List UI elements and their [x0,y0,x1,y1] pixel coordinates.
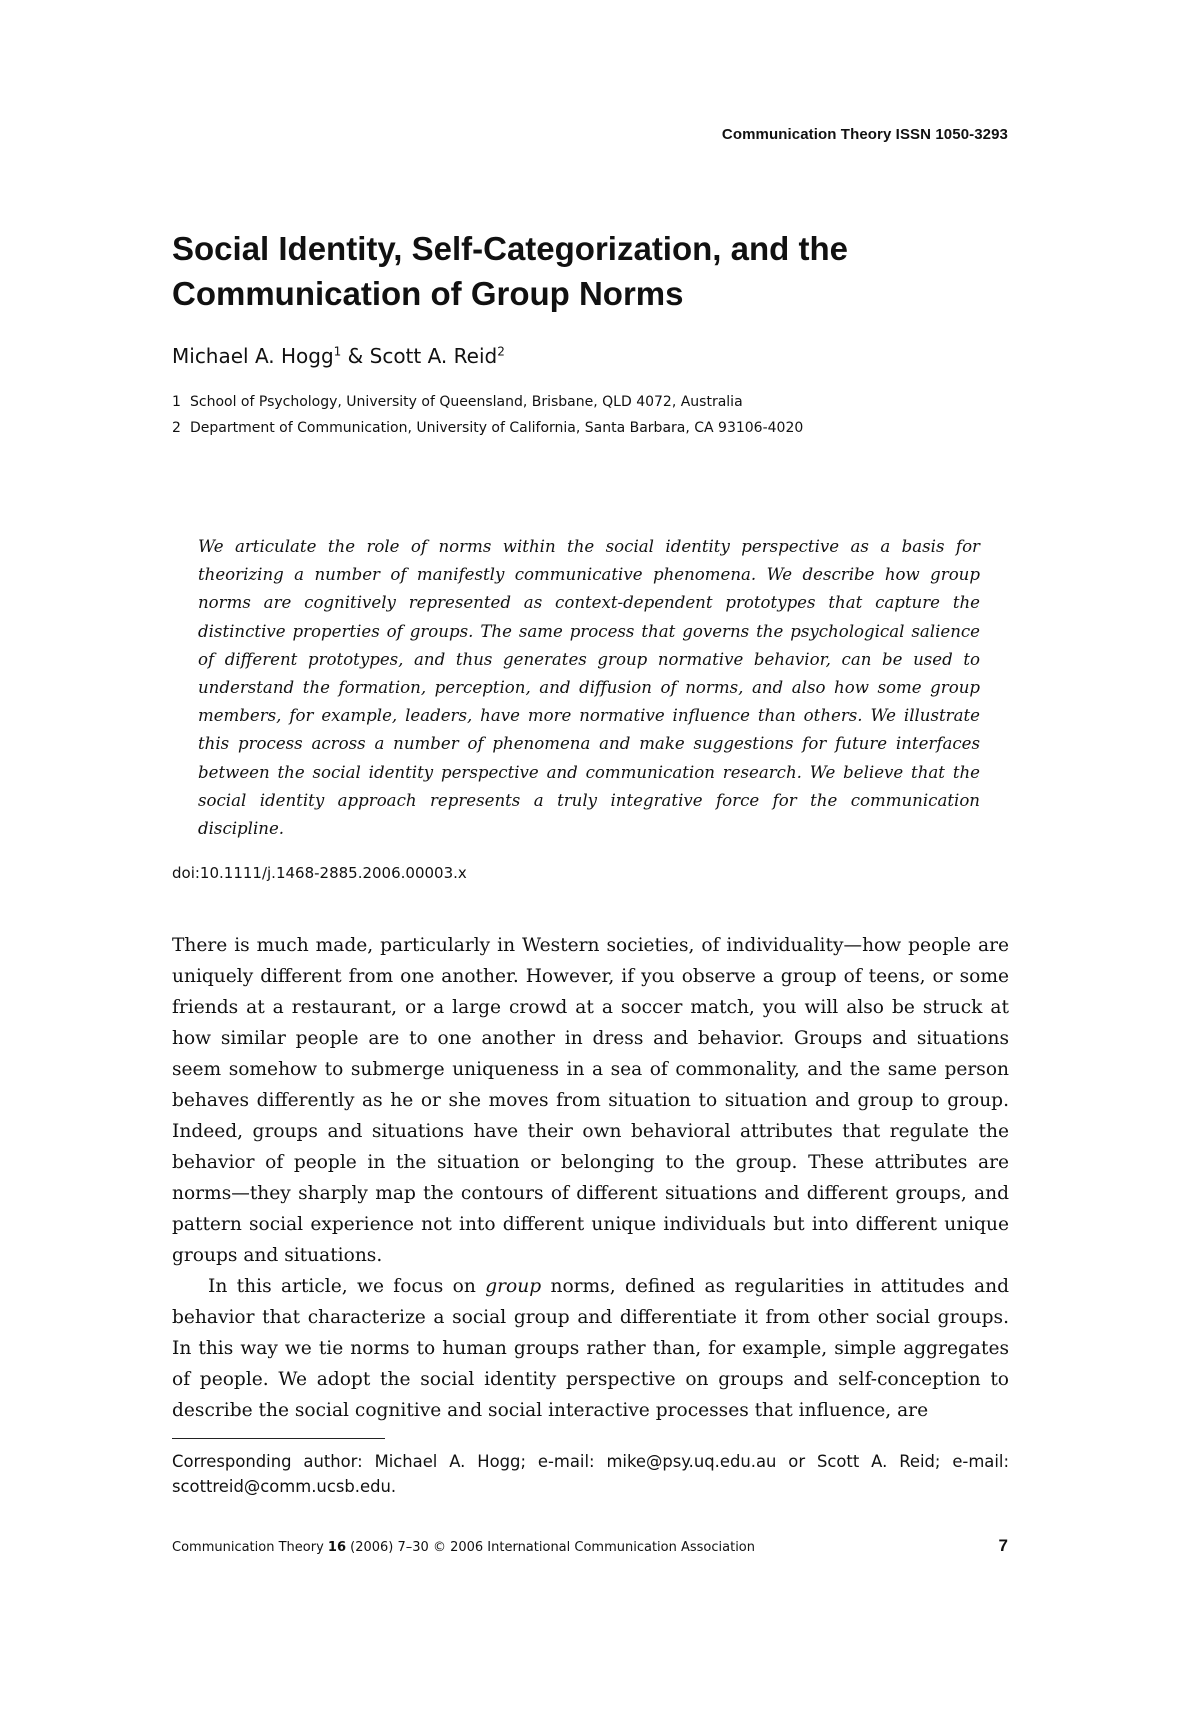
author-separator: & [341,344,370,368]
affiliation-list [172,389,803,441]
footer-journal: Communication Theory [172,1540,328,1555]
body-paragraph [172,1271,1009,1426]
author-affiliation-mark: 1 [333,344,342,359]
author-line [172,344,505,368]
affiliation-item [172,389,803,415]
affiliation-number: 2 [172,420,181,436]
author-name: Michael A. Hogg [172,344,334,368]
affiliation-text: Department of Communication, University of California, Santa Barbara, CA 93106-4020 [190,420,804,436]
footer-volume: 16 [327,1540,346,1555]
body-paragraph: There is much made, particularly in Western societies, of individuality—how people are uniquely different from one another. However, if you observe a group of teens, or some friends at a restaurant, or a large crowd at a soccer match, you will also be struck at how similar people are to one another in dress and behavior. Groups and situations seem somehow to submerge uniqueness in a sea of commonality, and the same person behaves differently as he or she moves from situation to situation and group to group. Indeed, groups and situations have their own behavioral attributes that regulate the behavior of people in the situation or belonging to the group. These attributes are norms—they sharply map the contours of different situations and different groups, and pattern social experience not into different unique individuals but into different unique groups and situations. [172,935,1009,1266]
footer-citation-rest: (2006) 7–30 © 2006 International Communication Association [346,1540,756,1555]
article-title: Social Identity, Self-Categorization, and the Communication of Group Norms [172,230,848,312]
author-name: Scott A. Reid [369,344,498,368]
doi: doi:10.1111/j.1468-2885.2006.00003.x [172,864,467,882]
page-number: 7 [998,1536,1008,1555]
body-paragraph-text: In this article, we focus on [208,1276,486,1297]
affiliation-item [172,415,803,441]
body-text [172,930,1009,1426]
corresponding-author-footnote: Corresponding author: Michael A. Hogg; e-mail: mike@psy.uq.edu.au or Scott A. Reid; e-mail: scottreid@comm.ucsb.edu. [172,1452,1009,1496]
emphasis-text: group [485,1276,542,1297]
affiliation-number: 1 [172,394,181,410]
author-affiliation-mark: 2 [497,344,505,359]
body-paragraph-text: norms, defined as regularities in attitudes and behavior that characterize a social group and differentiate it from other social groups. In this way we tie norms to human groups rather than, for example, simple aggregates of people. We adopt the social identity perspective on groups and self-conception to describe the social cognitive and social interactive processes that influence, are [172,1276,1009,1421]
affiliation-text: School of Psychology, University of Queensland, Brisbane, QLD 4072, Australia [190,394,743,410]
footer-citation [172,1540,755,1555]
abstract: We articulate the role of norms within the social identity perspective as a basis for theorizing a number of manifestly communicative phenomena. We describe how group norms are cognitively represented as context-dependent prototypes that capture the distinctive properties of groups. The same process that governs the psychological salience of different prototypes, and thus generates group normative behavior, can be used to understand the formation, perception, and diffusion of norms, and also how some group members, for example, leaders, have more normative influence than others. We illustrate this process across a number of phenomena and make suggestions for future interfaces between the social identity perspective and communication research. We believe that the social identity approach represents a truly integrative force for the communication discipline. [198,537,980,839]
journal-issn-header: Communication Theory ISSN 1050-3293 [721,126,1008,143]
footnote-divider [172,1438,385,1439]
